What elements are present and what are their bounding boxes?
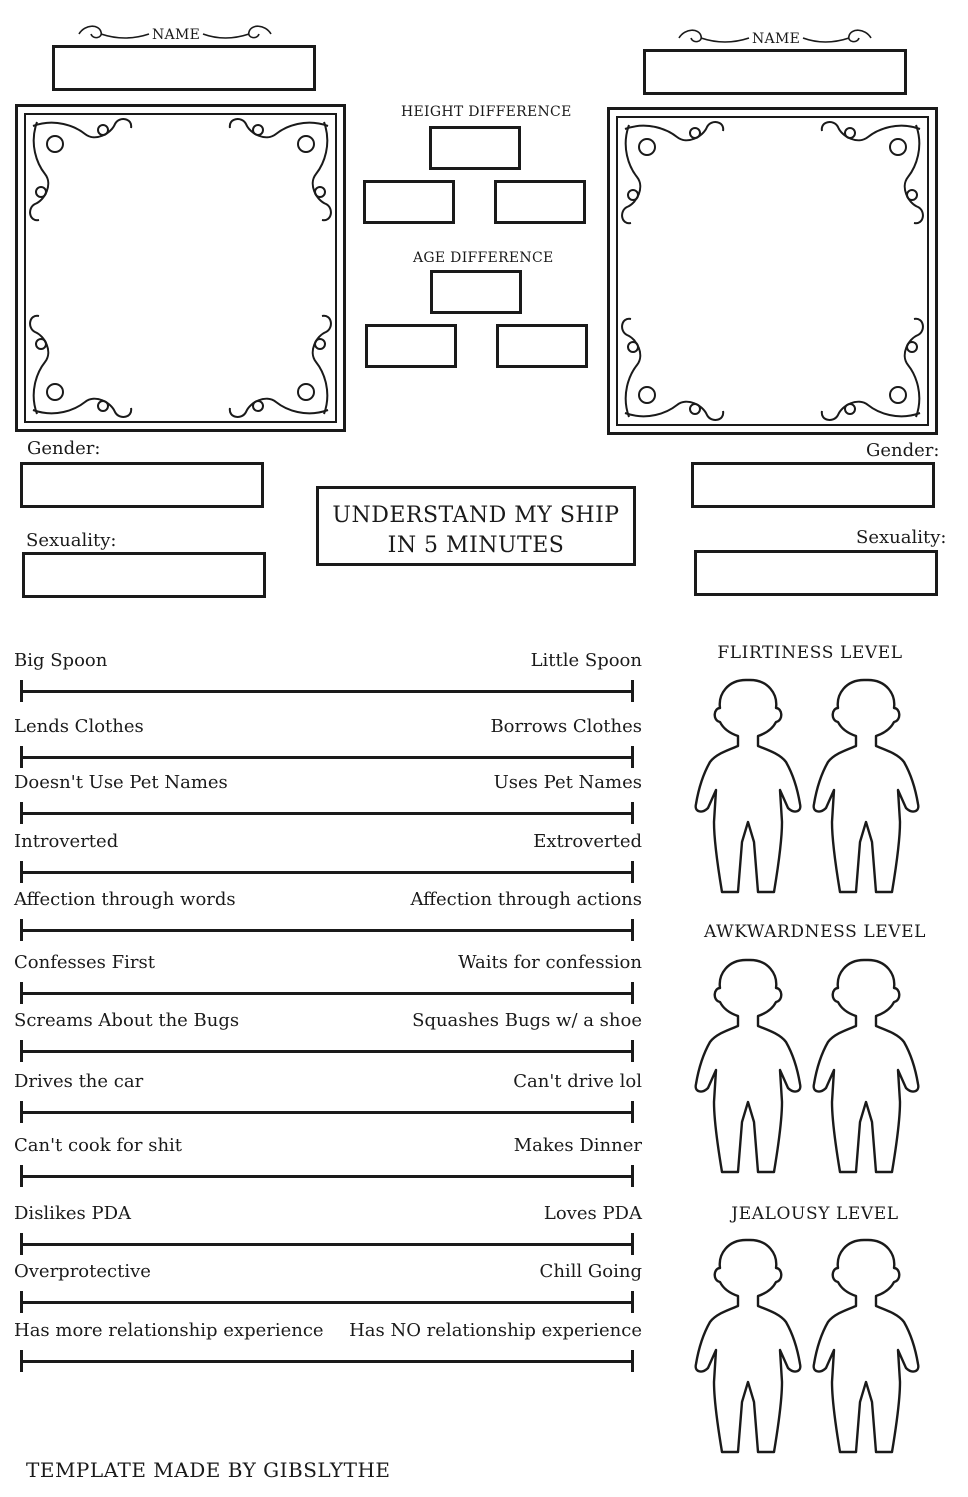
scale-right-tick: [631, 1233, 634, 1255]
scale-left-label: Drives the car: [14, 1071, 144, 1092]
scale-right-label: Can't drive lol: [513, 1071, 642, 1092]
scale-left-label: Lends Clothes: [14, 716, 144, 737]
scale-right-tick: [631, 1165, 634, 1187]
level-figure[interactable]: [688, 952, 808, 1182]
figure-outline: [814, 960, 919, 1172]
scale-left-tick: [20, 680, 23, 702]
height-difference-label: HEIGHT DIFFERENCE: [401, 104, 572, 120]
scale-left-tick: [20, 982, 23, 1004]
right-sexuality-label: Sexuality:: [856, 527, 947, 548]
scale-line[interactable]: [20, 1301, 634, 1304]
height-difference-field[interactable]: [429, 126, 521, 170]
scale-left-tick: [20, 861, 23, 883]
scale-left-label: Has more relationship experience: [14, 1320, 324, 1341]
scale-left-tick: [20, 802, 23, 824]
scale-left-tick: [20, 1040, 23, 1062]
right-name-field[interactable]: [643, 49, 907, 95]
scale-right-tick: [631, 1291, 634, 1313]
right-name-label: NAME: [752, 31, 801, 47]
scale-line[interactable]: [20, 812, 634, 815]
scale-line[interactable]: [20, 1050, 634, 1053]
scale-left-tick: [20, 1350, 23, 1372]
page-title-box: [316, 486, 636, 566]
scale-left-tick: [20, 919, 23, 941]
right-gender-field[interactable]: [691, 462, 935, 508]
scale-left-tick: [20, 1233, 23, 1255]
left-gender-field[interactable]: [20, 462, 264, 508]
jealousy-level-label: JEALOUSY LEVEL: [731, 1204, 899, 1224]
age-left-field[interactable]: [365, 324, 457, 368]
left-sexuality-label: Sexuality:: [26, 530, 117, 551]
scale-line[interactable]: [20, 992, 634, 995]
right-sexuality-field[interactable]: [694, 550, 938, 596]
figure-outline: [814, 680, 919, 892]
scale-right-label: Affection through actions: [410, 889, 642, 910]
title-line-2: IN 5 MINUTES: [387, 533, 565, 558]
left-gender-label: Gender:: [27, 438, 101, 459]
height-right-field[interactable]: [494, 180, 586, 224]
scale-right-label: Uses Pet Names: [493, 772, 642, 793]
right-gender-label: Gender:: [866, 440, 940, 461]
scale-line[interactable]: [20, 1175, 634, 1178]
template-credit: TEMPLATE MADE BY GIBSLYTHE: [26, 1458, 391, 1482]
scale-right-tick: [631, 1101, 634, 1123]
scale-right-tick: [631, 1350, 634, 1372]
height-left-field[interactable]: [363, 180, 455, 224]
scale-right-tick: [631, 982, 634, 1004]
scale-line[interactable]: [20, 690, 634, 693]
scale-left-label: Can't cook for shit: [14, 1135, 183, 1156]
age-difference-field[interactable]: [430, 270, 522, 314]
right-portrait-ornaments: [607, 107, 938, 435]
figure-outline: [696, 1240, 801, 1452]
scale-left-label: Confesses First: [14, 952, 155, 973]
flirtiness-level-label: FLIRTINESS LEVEL: [717, 643, 903, 663]
left-portrait-ornaments: [15, 104, 346, 432]
scale-right-label: Squashes Bugs w/ a shoe: [412, 1010, 642, 1031]
scale-left-tick: [20, 1291, 23, 1313]
scale-line[interactable]: [20, 1360, 634, 1363]
scale-right-label: Borrows Clothes: [490, 716, 642, 737]
scale-right-label: Waits for confession: [458, 952, 642, 973]
scale-right-label: Chill Going: [539, 1261, 642, 1282]
age-right-field[interactable]: [496, 324, 588, 368]
scale-line[interactable]: [20, 1111, 634, 1114]
scale-line[interactable]: [20, 756, 634, 759]
scale-left-label: Big Spoon: [14, 650, 108, 671]
scale-line[interactable]: [20, 871, 634, 874]
left-name-field[interactable]: [52, 45, 316, 91]
left-name-label: NAME: [152, 27, 201, 43]
level-figure[interactable]: [806, 672, 926, 902]
scale-right-tick: [631, 680, 634, 702]
figure-outline: [696, 680, 801, 892]
scale-right-label: Little Spoon: [530, 650, 642, 671]
scale-left-label: Screams About the Bugs: [14, 1010, 240, 1031]
level-figure[interactable]: [806, 1232, 926, 1462]
scale-left-label: Doesn't Use Pet Names: [14, 772, 228, 793]
scale-right-tick: [631, 919, 634, 941]
scale-left-label: Overprotective: [14, 1261, 151, 1282]
scale-right-label: Loves PDA: [543, 1203, 642, 1224]
scale-right-tick: [631, 746, 634, 768]
scale-left-label: Dislikes PDA: [14, 1203, 131, 1224]
level-figure[interactable]: [806, 952, 926, 1182]
scale-left-tick: [20, 746, 23, 768]
scale-right-tick: [631, 802, 634, 824]
scale-left-label: Introverted: [14, 831, 119, 852]
scale-left-label: Affection through words: [14, 889, 236, 910]
scale-right-tick: [631, 1040, 634, 1062]
scale-left-tick: [20, 1101, 23, 1123]
figure-outline: [696, 960, 801, 1172]
scale-left-tick: [20, 1165, 23, 1187]
awkwardness-level-label: AWKWARDNESS LEVEL: [703, 922, 927, 942]
scale-right-label: Makes Dinner: [513, 1135, 642, 1156]
level-figure[interactable]: [688, 672, 808, 902]
figure-outline: [814, 1240, 919, 1452]
level-figure[interactable]: [688, 1232, 808, 1462]
title-line-1: UNDERSTAND MY SHIP: [332, 503, 620, 528]
scale-right-tick: [631, 861, 634, 883]
age-difference-label: AGE DIFFERENCE: [413, 250, 554, 266]
scale-line[interactable]: [20, 1243, 634, 1246]
scale-right-label: Has NO relationship experience: [349, 1320, 642, 1341]
left-sexuality-field[interactable]: [22, 552, 266, 598]
scale-line[interactable]: [20, 929, 634, 932]
scale-right-label: Extroverted: [533, 831, 642, 852]
